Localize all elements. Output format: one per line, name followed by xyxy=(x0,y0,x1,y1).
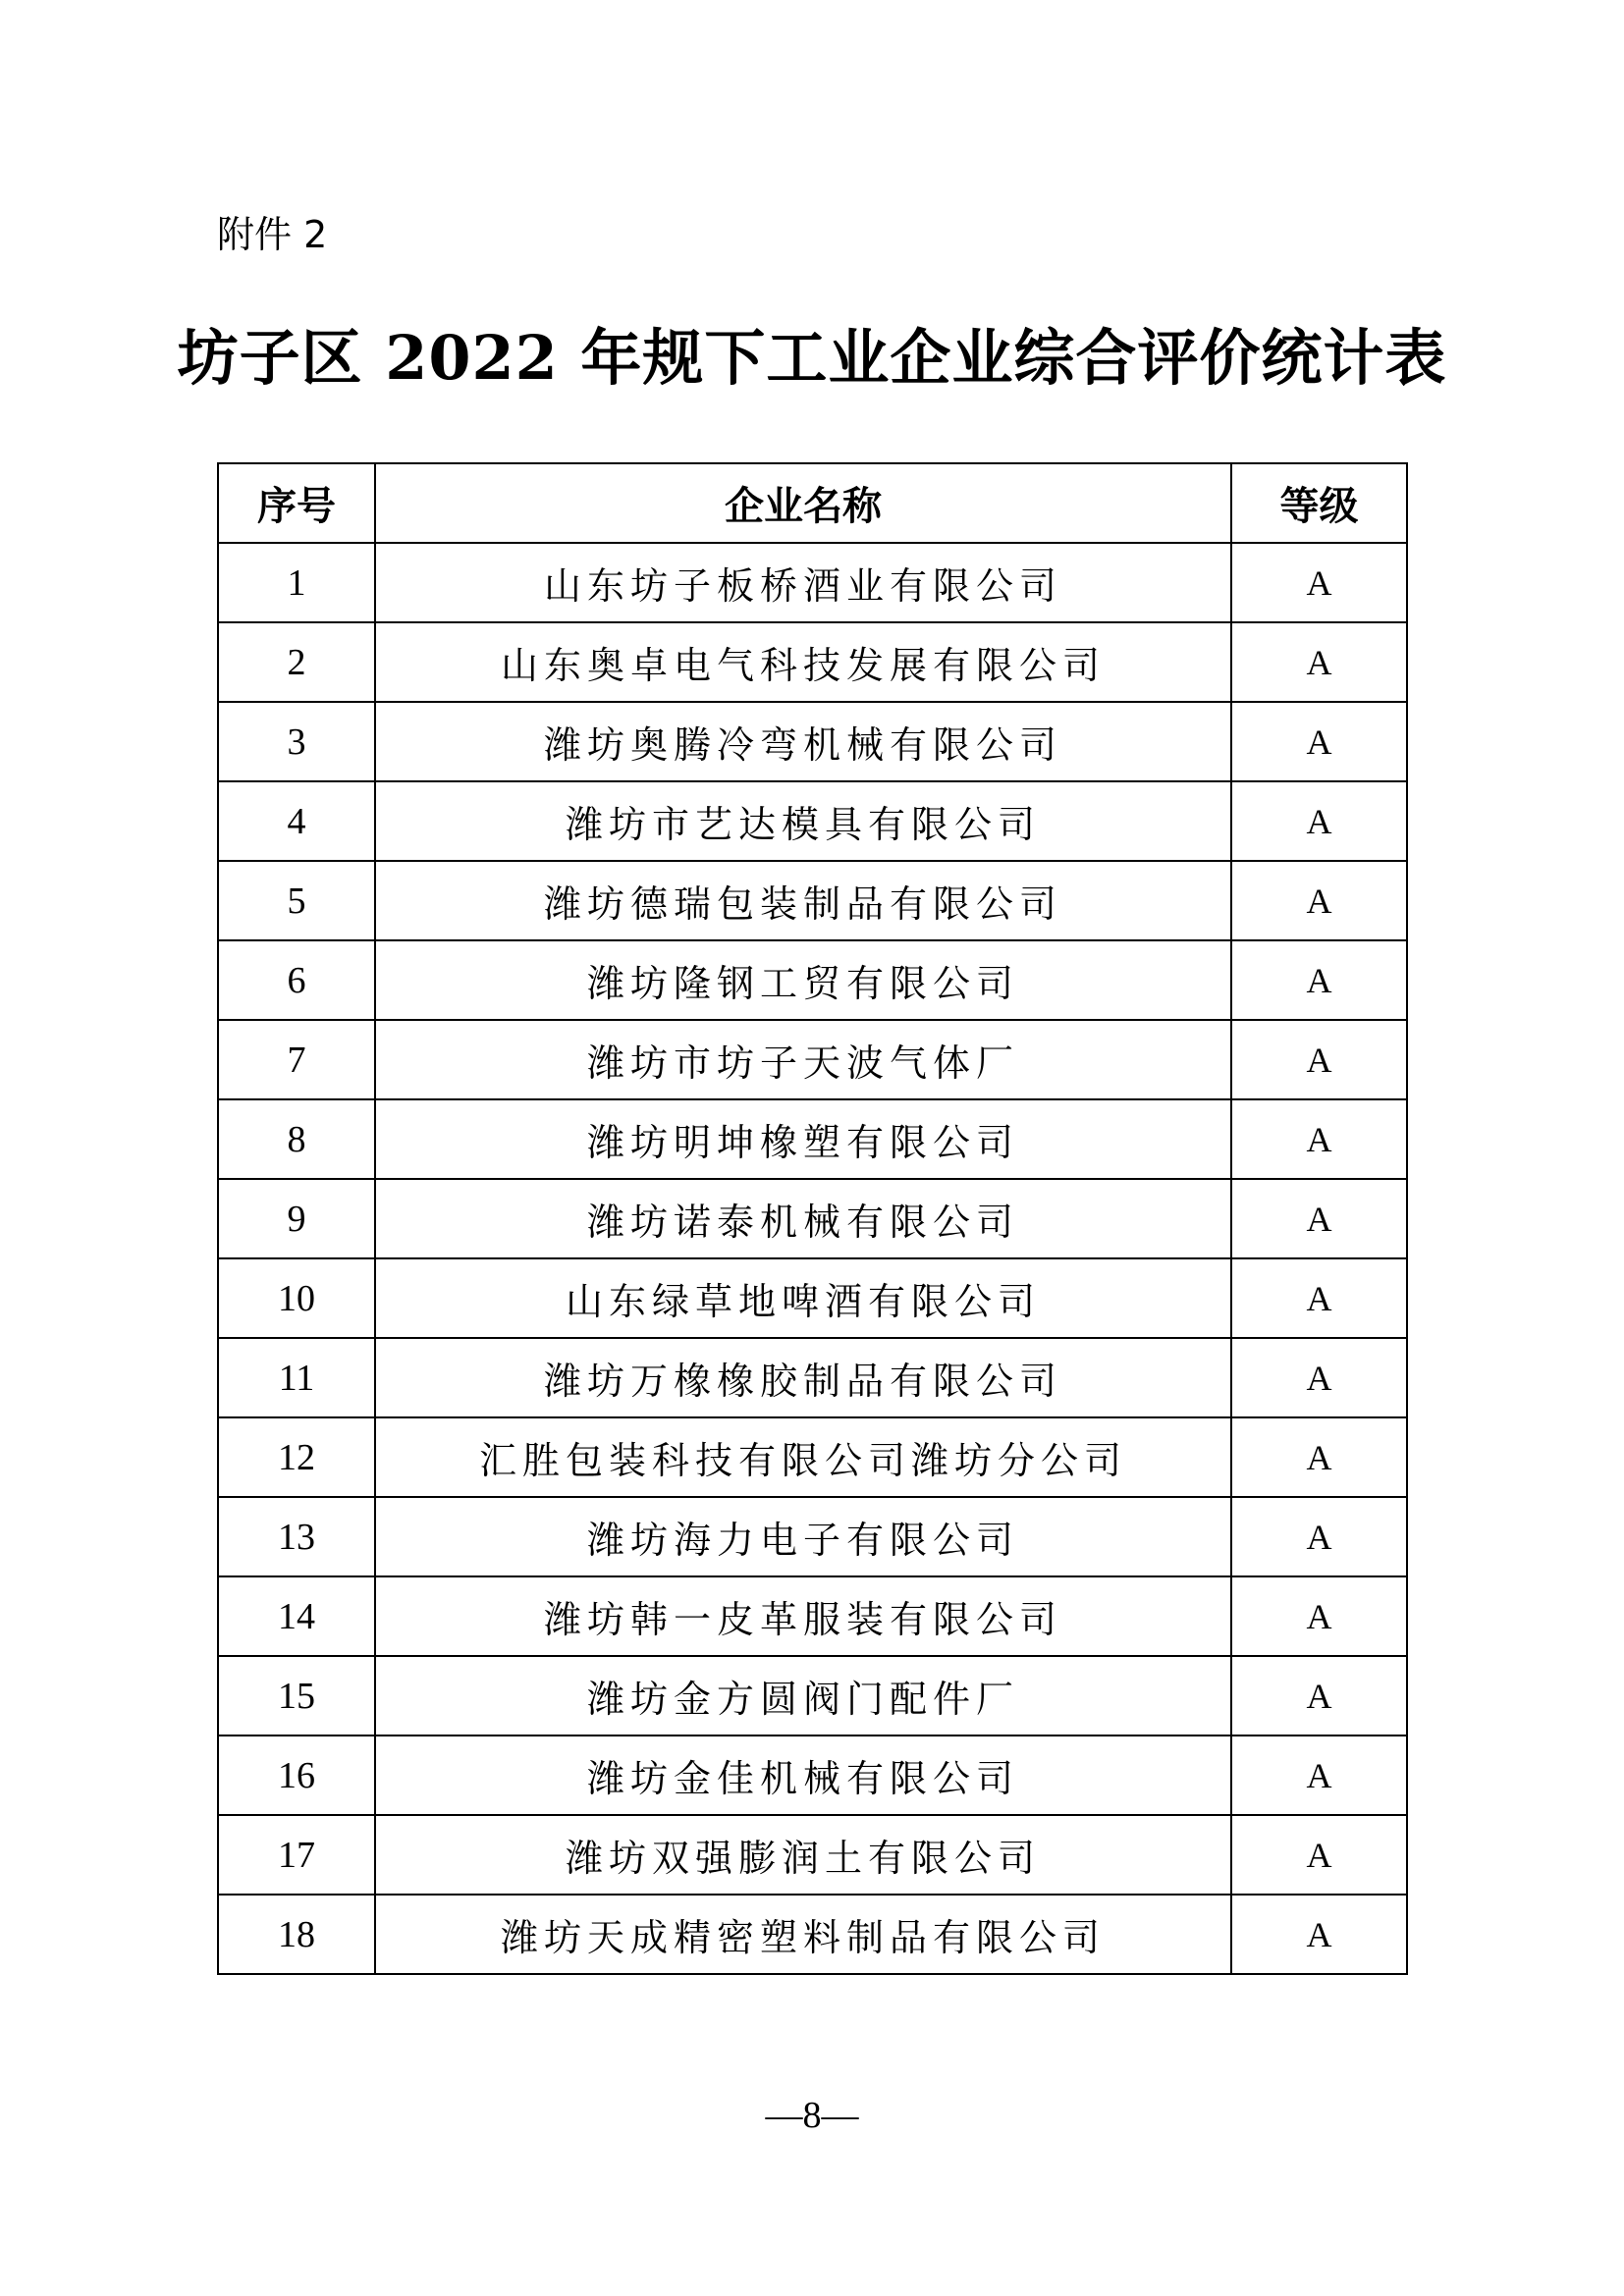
table-row xyxy=(218,622,1407,702)
cell-no: 1 xyxy=(218,543,375,622)
cell-company-name: 山东坊子板桥酒业有限公司 xyxy=(375,543,1231,622)
cell-grade: A xyxy=(1231,1497,1407,1576)
cell-grade: A xyxy=(1231,622,1407,702)
cell-grade: A xyxy=(1231,1099,1407,1179)
cell-no: 10 xyxy=(218,1258,375,1338)
cell-grade: A xyxy=(1231,1417,1407,1497)
cell-company-name: 山东奥卓电气科技发展有限公司 xyxy=(375,622,1231,702)
cell-no: 6 xyxy=(218,940,375,1020)
cell-grade: A xyxy=(1231,1020,1407,1099)
cell-no: 2 xyxy=(218,622,375,702)
cell-grade: A xyxy=(1231,861,1407,940)
cell-no: 4 xyxy=(218,781,375,861)
cell-no: 8 xyxy=(218,1099,375,1179)
cell-no: 15 xyxy=(218,1656,375,1735)
cell-company-name: 潍坊市艺达模具有限公司 xyxy=(375,781,1231,861)
cell-no: 5 xyxy=(218,861,375,940)
cell-no: 17 xyxy=(218,1815,375,1895)
cell-company-name: 潍坊海力电子有限公司 xyxy=(375,1497,1231,1576)
table-row xyxy=(218,1258,1407,1338)
cell-grade: A xyxy=(1231,543,1407,622)
cell-company-name: 潍坊金方圆阀门配件厂 xyxy=(375,1656,1231,1735)
table-row xyxy=(218,781,1407,861)
cell-grade: A xyxy=(1231,1735,1407,1815)
cell-grade: A xyxy=(1231,1656,1407,1735)
table-row xyxy=(218,861,1407,940)
cell-no: 18 xyxy=(218,1895,375,1974)
cell-no: 11 xyxy=(218,1338,375,1417)
table-row xyxy=(218,1338,1407,1417)
page-number: —8— xyxy=(765,2095,859,2136)
cell-no: 12 xyxy=(218,1417,375,1497)
cell-company-name: 潍坊明坤橡塑有限公司 xyxy=(375,1099,1231,1179)
cell-no: 9 xyxy=(218,1179,375,1258)
cell-no: 3 xyxy=(218,702,375,781)
attachment-label: 附件 2 xyxy=(217,213,328,256)
table-row xyxy=(218,1576,1407,1656)
header-company-name: 企业名称 xyxy=(375,463,1231,543)
cell-company-name: 潍坊万橡橡胶制品有限公司 xyxy=(375,1338,1231,1417)
table-row xyxy=(218,1417,1407,1497)
cell-company-name: 山东绿草地啤酒有限公司 xyxy=(375,1258,1231,1338)
table-row xyxy=(218,702,1407,781)
table-header-row xyxy=(218,463,1407,543)
cell-no: 14 xyxy=(218,1576,375,1656)
cell-grade: A xyxy=(1231,1576,1407,1656)
cell-grade: A xyxy=(1231,1815,1407,1895)
cell-company-name: 潍坊奥腾冷弯机械有限公司 xyxy=(375,702,1231,781)
cell-company-name: 汇胜包装科技有限公司潍坊分公司 xyxy=(375,1417,1231,1497)
cell-company-name: 潍坊市坊子天波气体厂 xyxy=(375,1020,1231,1099)
cell-company-name: 潍坊诺泰机械有限公司 xyxy=(375,1179,1231,1258)
cell-company-name: 潍坊德瑞包装制品有限公司 xyxy=(375,861,1231,940)
cell-grade: A xyxy=(1231,1179,1407,1258)
cell-grade: A xyxy=(1231,1338,1407,1417)
cell-grade: A xyxy=(1231,702,1407,781)
table-body xyxy=(218,543,1407,1974)
cell-no: 7 xyxy=(218,1020,375,1099)
cell-company-name: 潍坊双强膨润土有限公司 xyxy=(375,1815,1231,1895)
cell-company-name: 潍坊隆钢工贸有限公司 xyxy=(375,940,1231,1020)
cell-grade: A xyxy=(1231,1258,1407,1338)
cell-company-name: 潍坊韩一皮革服装有限公司 xyxy=(375,1576,1231,1656)
table-row xyxy=(218,1735,1407,1815)
table-row xyxy=(218,1179,1407,1258)
header-no: 序号 xyxy=(218,463,375,543)
evaluation-table xyxy=(217,462,1408,1975)
table-row xyxy=(218,1020,1407,1099)
cell-grade: A xyxy=(1231,781,1407,861)
cell-no: 16 xyxy=(218,1735,375,1815)
table-row xyxy=(218,1815,1407,1895)
table-row xyxy=(218,1099,1407,1179)
cell-company-name: 潍坊天成精密塑料制品有限公司 xyxy=(375,1895,1231,1974)
table-row xyxy=(218,1497,1407,1576)
header-grade: 等级 xyxy=(1231,463,1407,543)
table-row xyxy=(218,1656,1407,1735)
cell-grade: A xyxy=(1231,940,1407,1020)
cell-company-name: 潍坊金佳机械有限公司 xyxy=(375,1735,1231,1815)
table-row xyxy=(218,543,1407,622)
cell-no: 13 xyxy=(218,1497,375,1576)
cell-grade: A xyxy=(1231,1895,1407,1974)
table-row xyxy=(218,1895,1407,1974)
table-row xyxy=(218,940,1407,1020)
document-title: 坊子区 2022 年规下工业企业综合评价统计表 xyxy=(177,322,1447,394)
